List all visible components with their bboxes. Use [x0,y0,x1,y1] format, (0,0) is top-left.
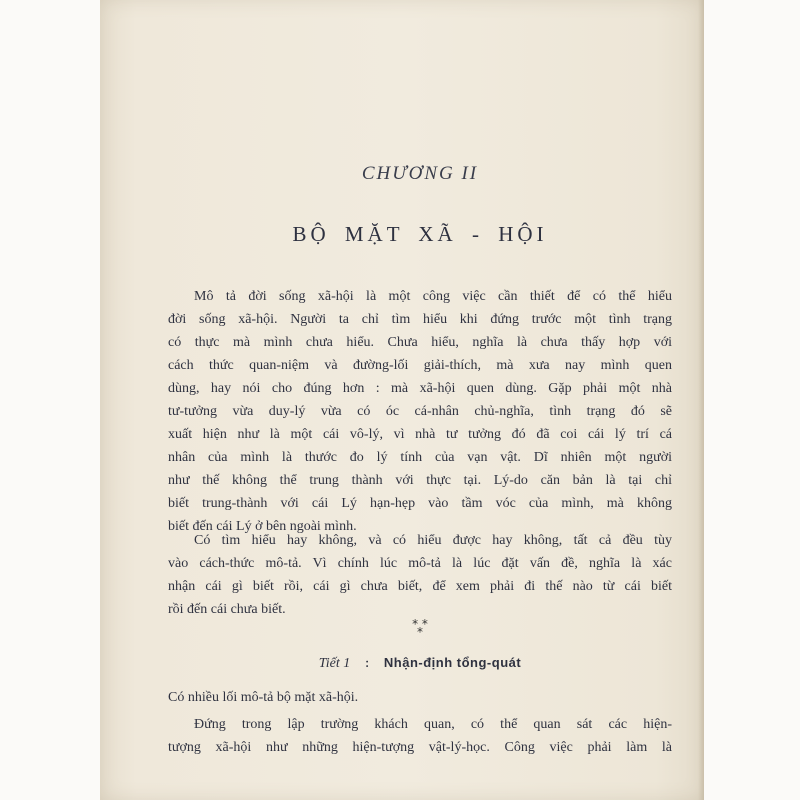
text-line: rồi đến cái chưa biết. [168,602,286,617]
text-line: tượng xã-hội như những hiện-tượng vật-lý-học. Công việc phải làm là [168,740,672,755]
text-line: có thực mà mình chưa hiểu. Chưa hiểu, nghĩa là chưa thấy hợp với [168,335,672,350]
section-heading [168,655,672,672]
paragraph-3 [168,686,672,709]
text-line: Mô tả đời sống xã-hội là một công việc cần thiết để có thể hiểu [194,289,672,304]
chapter-heading: CHƯƠNG II [361,163,479,184]
text-line: nhận cái gì biết rồi, cái gì chưa biết, để xem phải đi thế nào từ cái biết [168,579,672,594]
text-line: xuất hiện như là một cái vô-lý, vì nhà tư tưởng đó đã coi cái lý trí cá [168,427,672,442]
text-line: Có tìm hiểu hay không, và có hiểu được hay không, tất cả đều tùy [194,533,672,548]
text-line: đời sống xã-hội. Người ta chỉ tìm hiểu khi đứng trước một tình trạng [168,312,672,327]
text-line: dùng, hay nói cho đúng hơn : mà xã-hội quen dùng. Gặp phải một nhà [168,381,672,396]
text-line: như thế không thể trung thành với thực tại. Lý-do căn bản là tại chỉ [168,473,672,488]
chapter-title: BỘ MẶT XÃ - HỘI [292,222,548,246]
text-line: vào cách-thức mô-tả. Vì chính lúc mô-tả là lúc đặt vấn đề, nghĩa là xác [168,556,672,571]
text-line: nhân của mình là thước đo lý tính của vạn vật. Dĩ nhiên một người [168,450,672,465]
section-separator: * * * [412,617,428,639]
paragraph-2 [168,529,672,621]
section-colon: : [364,655,370,671]
paragraph-1 [168,285,672,538]
text-line: biết trung-thành với cái Lý hạn-hẹp vào tầm vóc của mình, mà không [168,496,672,511]
text-line: cách thức quan-niệm và đường-lối giải-thích, mà xưa nay mình quen [168,358,672,373]
book-page [100,0,704,800]
text-line: Đứng trong lập trường khách quan, có thể quan sát các hiện- [194,717,672,732]
text-line: biết đến cái Lý ở bên ngoài mình. [168,519,357,534]
section-number: Tiết 1 [318,656,351,671]
text-line: tư-tưởng vừa duy-lý vừa có óc cá-nhân chủ-nghĩa, tình trạng đó sẽ [168,404,672,419]
paragraph-4 [168,713,672,759]
section-title: Nhận-định tổng-quát [383,655,522,670]
text-line: Có nhiều lối mô-tả bộ mặt xã-hội. [168,690,359,705]
